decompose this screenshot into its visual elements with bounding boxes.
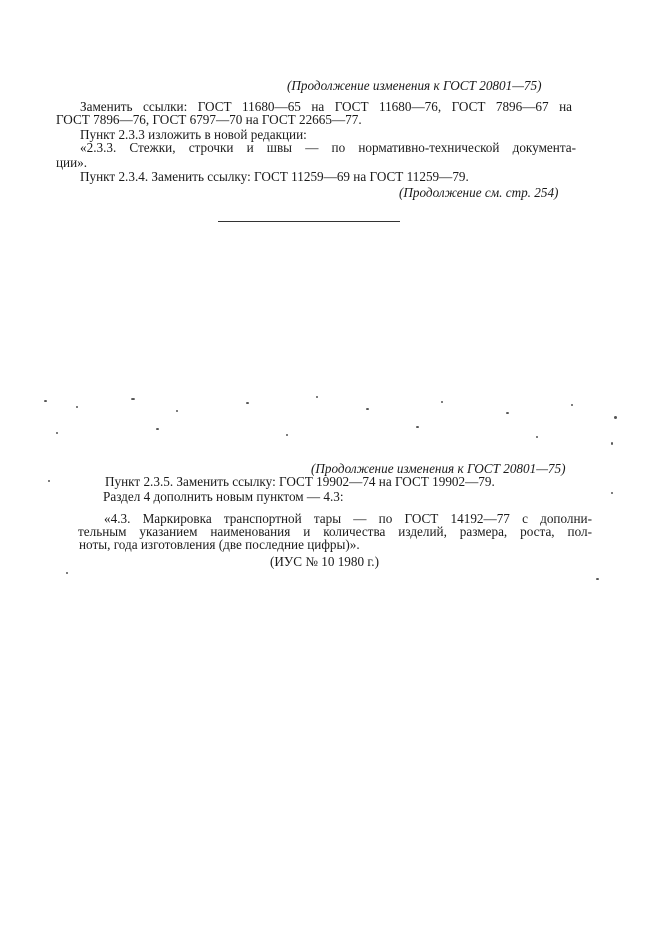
- block2-header: (Продолжение изменения к ГОСТ 20801—75): [311, 461, 566, 476]
- block1-header: (Продолжение изменения к ГОСТ 20801—75): [287, 78, 542, 93]
- block1-line-4: «2.3.3. Стежки, строчки и швы — по нормативно-технической документа-: [80, 140, 576, 155]
- block1-footer: (Продолжение см. стр. 254): [399, 185, 559, 200]
- block1-line-6: Пункт 2.3.4. Заменить ссылку: ГОСТ 11259—69 на ГОСТ 11259—79.: [80, 169, 469, 184]
- section-divider: [218, 221, 400, 222]
- block2-line-2: Раздел 4 дополнить новым пунктом — 4.3:: [103, 489, 344, 504]
- block2-line-3: «4.3. Маркировка транспортной тары — по ГОСТ 14192—77 с дополни-: [104, 511, 592, 526]
- block1-line-1: Заменить ссылки: ГОСТ 11680—65 на ГОСТ 11680—76, ГОСТ 7896—67 на: [80, 99, 572, 114]
- block1-line-5: ции».: [56, 155, 88, 170]
- block1-line-3: Пункт 2.3.3 изложить в новой редакции:: [80, 127, 307, 142]
- block1-line-2: ГОСТ 7896—76, ГОСТ 6797—70 на ГОСТ 22665—77.: [56, 112, 362, 127]
- block2-line-1: Пункт 2.3.5. Заменить ссылку: ГОСТ 19902—74 на ГОСТ 19902—79.: [105, 474, 495, 489]
- block2-line-4: тельным указанием наименования и количества изделий, размера, роста, пол-: [78, 524, 592, 539]
- block2-line-5: ноты, года изготовления (две последние цифры)».: [79, 537, 360, 552]
- block2-footer: (ИУС № 10 1980 г.): [270, 554, 379, 569]
